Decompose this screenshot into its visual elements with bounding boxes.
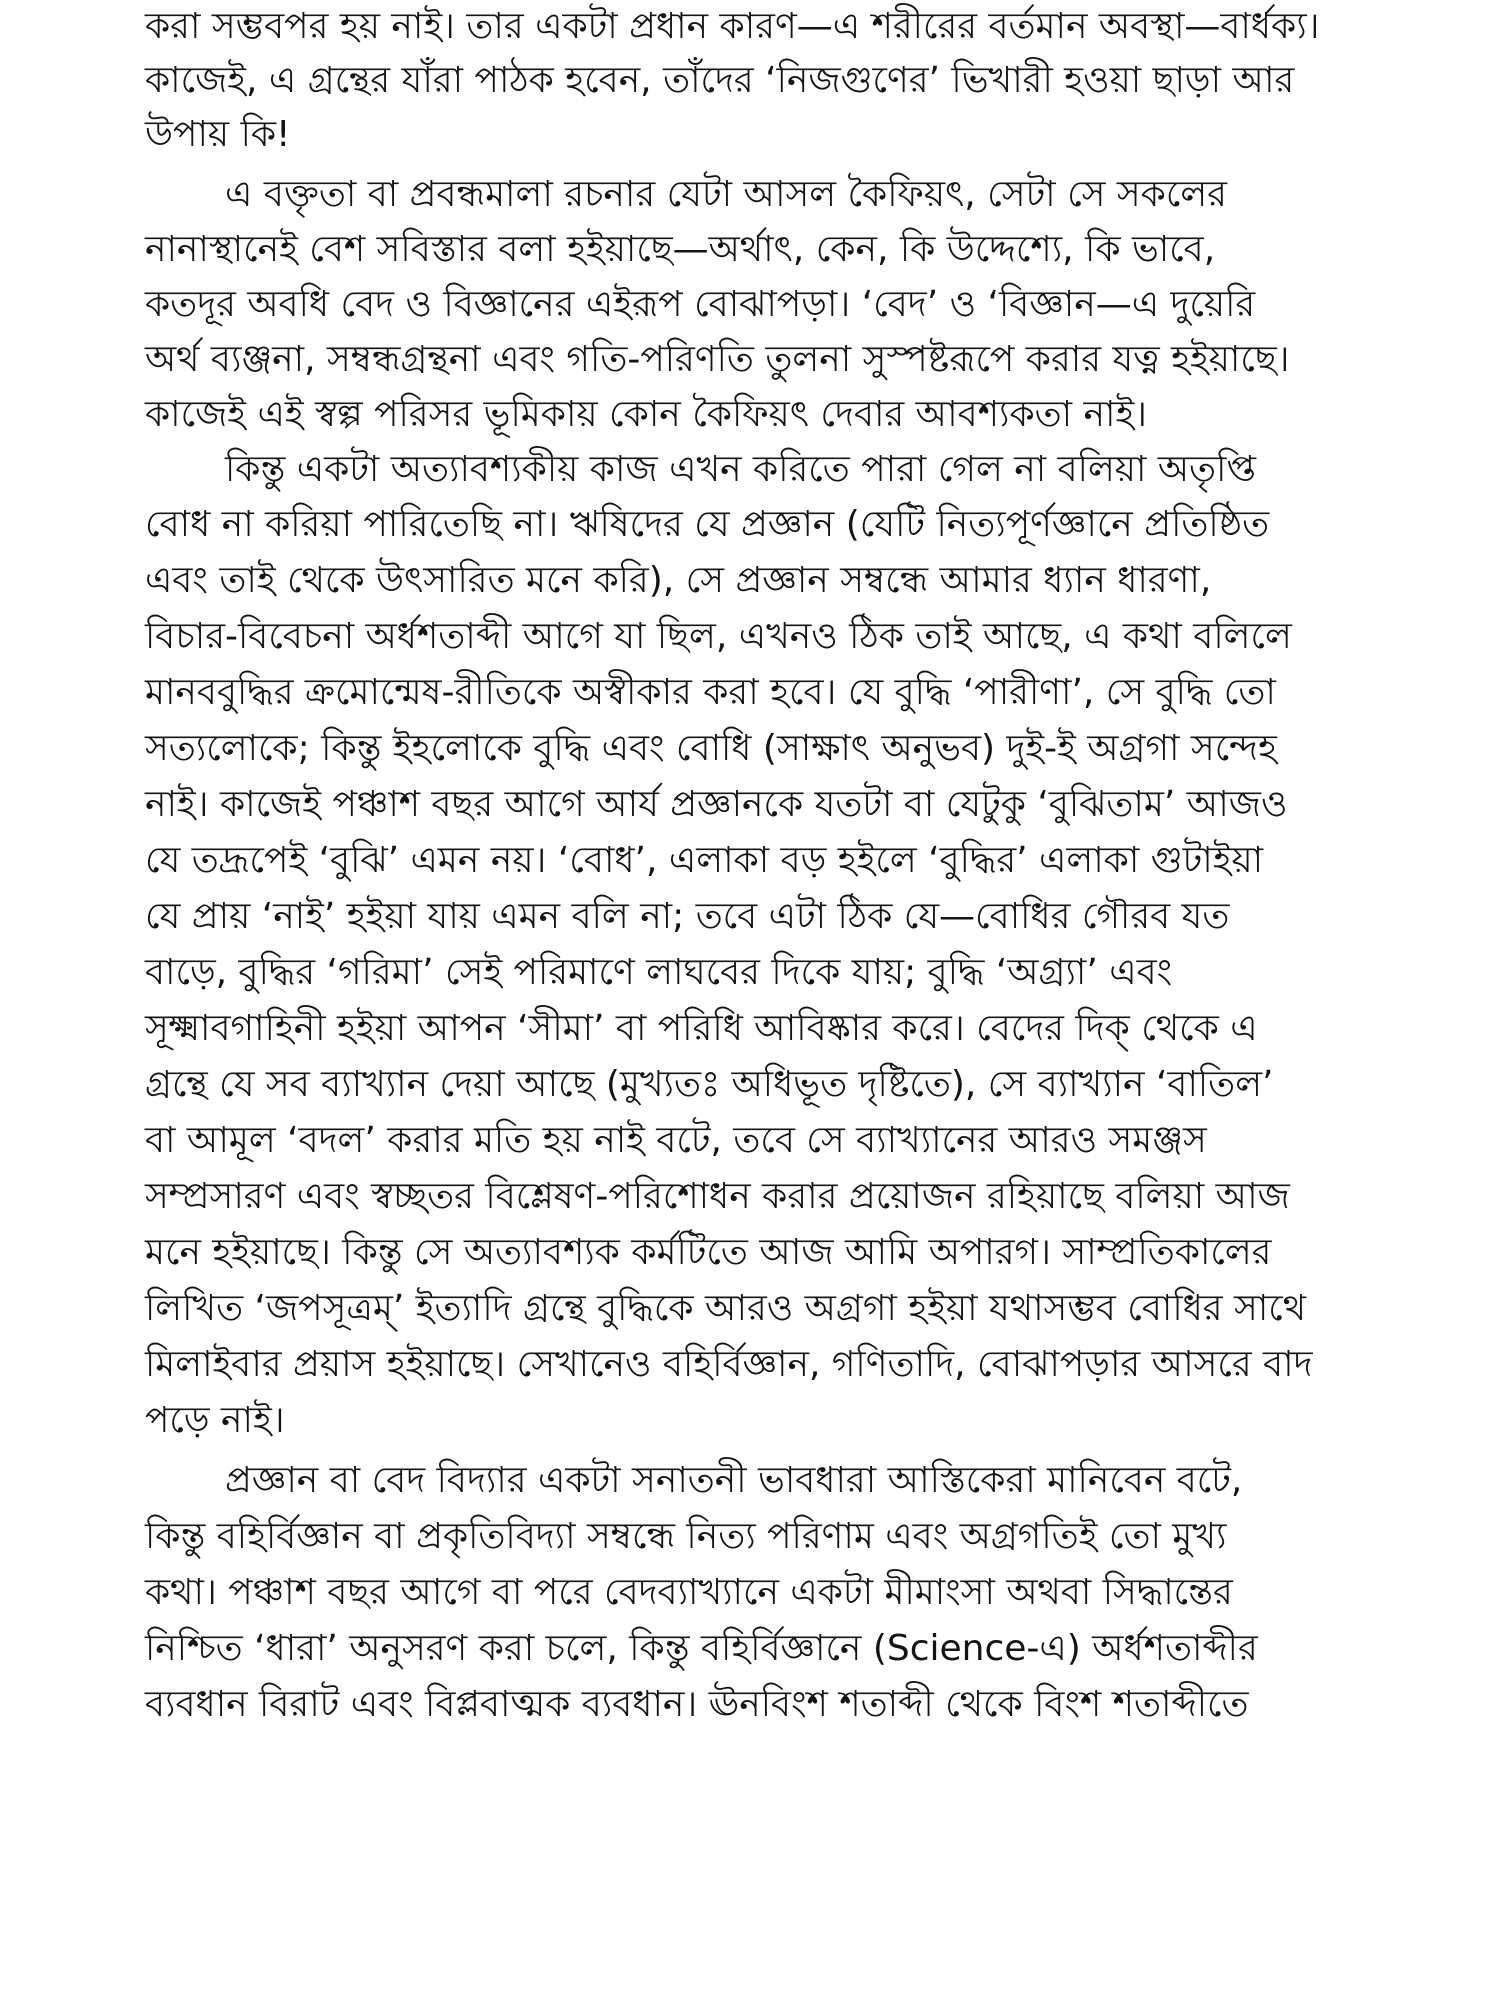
text-line: করা সম্ভবপর হয় নাই। তার একটা প্রধান কারণ—এ শরীরের বর্তমান অবস্থা—বার্ধক্য। bbox=[145, 6, 1320, 47]
text-line: যে প্রায় ‘নাই’ হইয়া যায় এমন বলি না; তবে এটা ঠিক যে—বোধির গৌরব যত bbox=[145, 896, 1230, 937]
text-line: সম্প্রসারণ এবং স্বচ্ছতর বিশ্লেষণ-পরিশোধন করার প্রয়োজন রহিয়াছে বলিয়া আজ bbox=[145, 1176, 1290, 1217]
text-line: যে তদ্রূপেই ‘বুঝি’ এমন নয়। ‘বোধ’, এলাকা বড় হইলে ‘বুদ্ধির’ এলাকা গুটাইয়া bbox=[145, 840, 1264, 881]
text-line: এবং তাই থেকে উৎসারিত মনে করি), সে প্রজ্ঞান সম্বন্ধে আমার ধ্যান ধারণা, bbox=[145, 560, 1212, 601]
text-line: নিশ্চিত ‘ধারা’ অনুসরণ করা চলে, কিন্তু বহির্বিজ্ঞানে (Science-এ) অর্ধশতাব্দীর bbox=[145, 1628, 1258, 1669]
text-line: কিন্তু একটা অত্যাবশ্যকীয় কাজ এখন করিতে পারা গেল না বলিয়া অতৃপ্তি bbox=[225, 449, 1256, 490]
text-line: কথা। পঞ্চাশ বছর আগে বা পরে বেদব্যাখ্যানে একটা মীমাংসা অথবা সিদ্ধান্তের bbox=[145, 1572, 1233, 1613]
document-page bbox=[145, 0, 1390, 2000]
text-line: মনে হইয়াছে। কিন্তু সে অত্যাবশ্যক কর্মটিতে আজ আমি অপারগ। সাম্প্রতিকালের bbox=[145, 1232, 1272, 1273]
text-line: সূক্ষ্মাবগাহিনী হইয়া আপন ‘সীমা’ বা পরিধি আবিষ্কার করে। বেদের দিক্ থেকে এ bbox=[145, 1008, 1258, 1049]
text-line: সত্যলোকে; কিন্তু ইহলোকে বুদ্ধি এবং বোধি (সাক্ষাৎ অনুভব) দুই-ই অগ্রগা সন্দেহ bbox=[145, 728, 1277, 769]
text-line: কাজেই, এ গ্রন্থের যাঁরা পাঠক হবেন, তাঁদের ‘নিজগুণের’ ভিখারী হওয়া ছাড়া আর bbox=[145, 60, 1295, 101]
text-line: ব্যবধান বিরাট এবং বিপ্লবাত্মক ব্যবধান। ঊনবিংশ শতাব্দী থেকে বিংশ শতাব্দীতে bbox=[145, 1684, 1249, 1725]
text-line: কিন্তু বহির্বিজ্ঞান বা প্রকৃতিবিদ্যা সম্বন্ধে নিত্য পরিণাম এবং অগ্রগতিই তো মুখ্য bbox=[145, 1516, 1227, 1557]
text-line: বিচার-বিবেচনা অর্ধশতাব্দী আগে যা ছিল, এখনও ঠিক তাই আছে, এ কথা বলিলে bbox=[145, 616, 1292, 657]
text-line: বোধ না করিয়া পারিতেছি না। ঋষিদের যে প্রজ্ঞান (যেটি নিত্যপূর্ণজ্ঞানে প্রতিষ্ঠিত bbox=[145, 504, 1270, 545]
text-line: নাই। কাজেই পঞ্চাশ বছর আগে আর্য প্রজ্ঞানকে যতটা বা যেটুকু ‘বুঝিতাম’ আজও bbox=[145, 784, 1288, 825]
text-line: প্রজ্ঞান বা বেদ বিদ্যার একটা সনাতনী ভাবধারা আস্তিকেরা মানিবেন বটে, bbox=[225, 1460, 1243, 1501]
text-line: গ্রন্থে যে সব ব্যাখ্যান দেয়া আছে (মুখ্যতঃ অধিভূত দৃষ্টিতে), সে ব্যাখ্যান ‘বাতিল’ bbox=[145, 1064, 1274, 1105]
text-line: মিলাইবার প্রয়াস হইয়াছে। সেখানেও বহির্বিজ্ঞান, গণিতাদি, বোঝাপড়ার আসরে বাদ bbox=[145, 1344, 1313, 1385]
text-line: বাড়ে, বুদ্ধির ‘গরিমা’ সেই পরিমাণে লাঘবের দিকে যায়; বুদ্ধি ‘অগ্র্যা’ এবং bbox=[145, 952, 1173, 993]
text-line: অর্থ ব্যঞ্জনা, সম্বন্ধগ্রন্থনা এবং গতি-পরিণতি তুলনা সুস্পষ্টরূপে করার যত্ন হইয়াছে। bbox=[145, 339, 1290, 380]
text-line: মানববুদ্ধির ক্রমোন্মেষ-রীতিকে অস্বীকার করা হবে। যে বুদ্ধি ‘পারীণা’, সে বুদ্ধি তো bbox=[145, 672, 1276, 713]
text-line: এ বক্তৃতা বা প্রবন্ধমালা রচনার যেটা আসল কৈফিয়ৎ, সেটা সে সকলের bbox=[225, 174, 1227, 215]
text-line: বা আমূল ‘বদল’ করার মতি হয় নাই বটে, তবে সে ব্যাখ্যানের আরও সমঞ্জস bbox=[145, 1120, 1207, 1161]
text-line: কাজেই এই স্বল্প পরিসর ভূমিকায় কোন কৈফিয়ৎ দেবার আবশ্যকতা নাই। bbox=[145, 394, 1148, 435]
text-line: লিখিত ‘জপসূত্রম্’ ইত্যাদি গ্রন্থে বুদ্ধিকে আরও অগ্রগা হইয়া যথাসম্ভব বোধির সাথে bbox=[145, 1288, 1307, 1329]
text-line: কতদূর অবধি বেদ ও বিজ্ঞানের এইরূপ বোঝাপড়া। ‘বেদ’ ও ‘বিজ্ঞান—এ দুয়েরি bbox=[145, 284, 1256, 325]
text-line: পড়ে নাই। bbox=[145, 1400, 285, 1441]
text-line: উপায় কি! bbox=[145, 114, 291, 155]
text-line: নানাস্থানেই বেশ সবিস্তার বলা হইয়াছে—অর্থাৎ, কেন, কি উদ্দেশ্যে, কি ভাবে, bbox=[145, 229, 1216, 270]
